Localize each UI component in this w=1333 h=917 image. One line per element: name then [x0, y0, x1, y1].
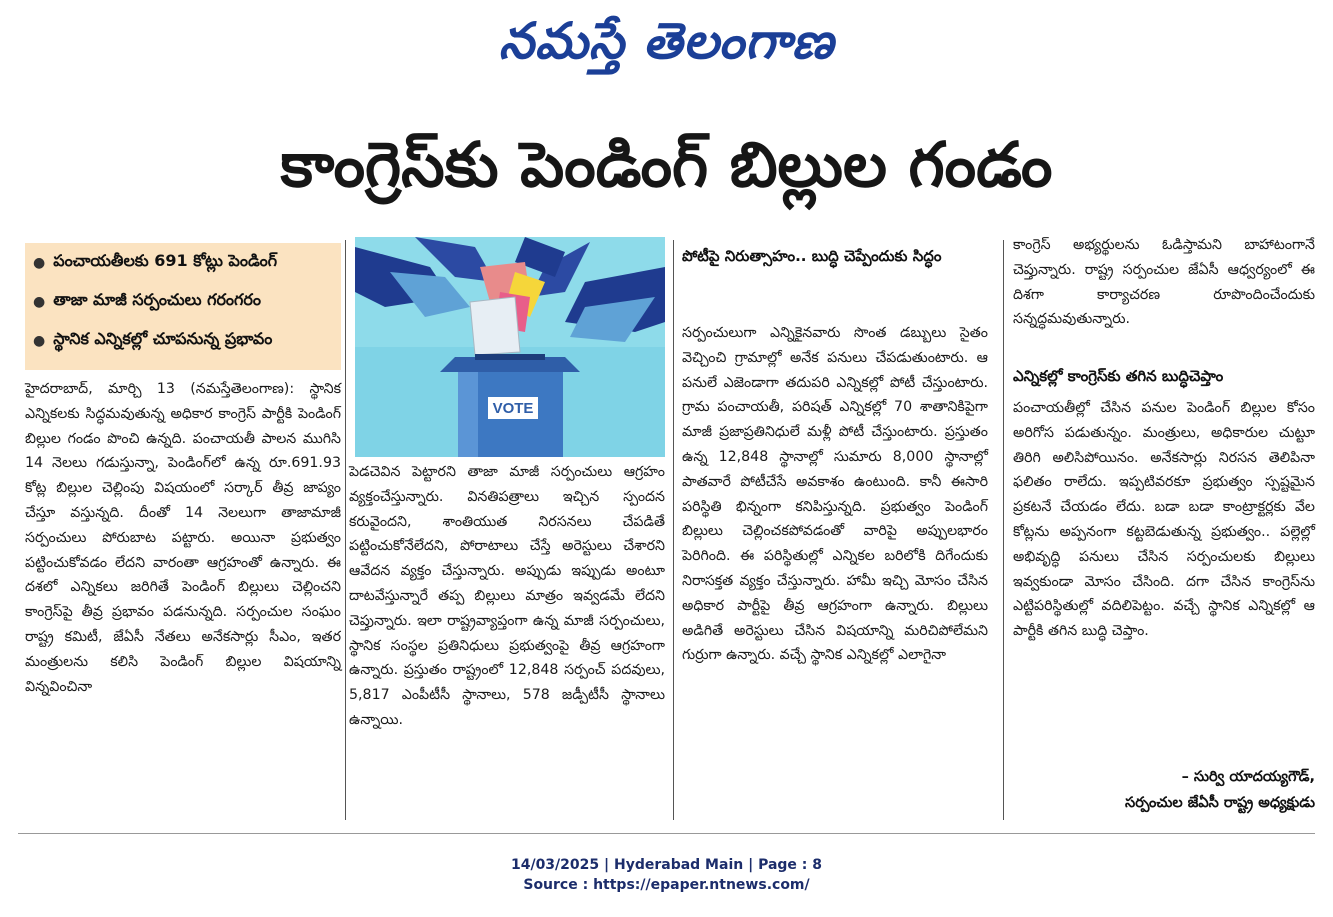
quote-paragraph: పంచాయతీల్లో చేసిన పనుల పెండింగ్ బిల్లుల కోసం అరిగోస పడుతున్నం. మంత్రులు, అధికారుల చుట్టూ తిరిగి అలిసిపోయినం. అనేకసార్లు నిరసన తెలిపినా ఫలితం రాలేదు. ఇప్పటివరకూ ప్రభుత్వం స్పష్టమైన ప్రకటనే చేయడం లేదు. బడా బడా కాంట్రాక్టర్లకు వేల కోట్లను అప్పనంగా కట్టబెడుతున్న ప్రభుత్వం.. పల్లెల్లో అభివృద్ధి పనులు చేసిన సర్పంచులకు బిల్లులు ఇవ్వకుండా మోసం చేసింది. దగా చేసిన కాంగ్రెస్‌ను ఎట్టిపరిస్థితుల్లో వదిలిపెట్టం. వచ్చే స్థానిక ఎన్నికల్లో ఆ పార్టీకి తగిన బుద్ధి చెప్తాం. — [1013, 400, 1315, 640]
vote-illustration — [355, 237, 665, 457]
bullet-icon: ● — [33, 293, 46, 310]
footer-date-page: 14/03/2025 | Hyderabad Main | Page : 8 — [510, 857, 823, 873]
highlight-item — [25, 282, 341, 321]
footer-divider — [18, 833, 1315, 834]
column-divider — [345, 240, 346, 820]
footer — [0, 855, 1333, 895]
column-4-intro: కాంగ్రెస్ అభ్యర్థులను ఓడిస్తామని బాహాటంగానే చెప్తున్నారు. రాష్ట్ర సర్పంచుల జేఏసీ ఆధ్వర్యంలో ఈ దిశగా కార్యాచరణ రూపొందించేందుకు సన్నద్ధమవుతున్నారు. — [1013, 237, 1315, 328]
headline: కాంగ్రెస్‌కు పెండింగ్ బిల్లుల గండం — [280, 128, 1053, 201]
column-divider — [673, 240, 674, 820]
bullet-icon: ● — [33, 254, 46, 271]
highlight-text: పంచాయతీలకు 691 కోట్లు పెండింగ్ — [53, 251, 278, 270]
column-4-subhead: ఎన్నికల్లో కాంగ్రెస్‌కు తగిన బుద్ధిచెప్తాం — [1013, 367, 1224, 385]
highlight-item — [25, 321, 341, 360]
signature-title: సర్పంచుల జేఏసీ రాష్ట్ర అధ్యక్షుడు — [1125, 795, 1315, 811]
masthead-logo: నమస్తే తెలంగాణ — [498, 12, 835, 70]
column-3 — [682, 321, 988, 668]
signature-name: – సుర్వి యాదయ్యగౌడ్, — [1181, 769, 1315, 785]
highlights-box — [25, 243, 341, 370]
quote-signature — [1015, 764, 1315, 816]
highlight-text: స్థానిక ఎన్నికల్లో చూపనున్న ప్రభావం — [53, 329, 273, 348]
highlight-text: తాజా మాజీ సర్పంచులు గరంగరం — [53, 290, 261, 309]
highlight-item — [25, 243, 341, 282]
footer-source: Source : https://epaper.ntnews.com/ — [523, 877, 810, 893]
column-4 — [1013, 396, 1315, 644]
bullet-icon: ● — [33, 332, 46, 349]
column-divider — [1003, 240, 1004, 820]
column-2 — [349, 460, 665, 733]
article-paragraph: పెడచెవిన పెట్టారని తాజా మాజీ సర్పంచులు ఆగ్రహం వ్యక్తంచేస్తున్నారు. వినతిపత్రాలు ఇచ్చిన స్పందన కరువైందని, శాంతియుత నిరసనలు చేపడితే పట్టించుకోనేలేదని, పోరాటాలు చేస్తే అరెస్టులు చేశారని ఆవేదన వ్యక్తం చేస్తున్నారు. అప్పుడు ఇప్పుడు అంటూ దాటవేస్తున్నారే తప్ప బిల్లులు మాత్రం ఇవ్వడమే లేదని చెప్తున్నారు. ఇలా రాష్ట్రవ్యాప్తంగా ఉన్న మాజీ సర్పంచులు, స్థానిక సంస్థల ప్రతినిధులు ప్రభుత్వంపై తీవ్ర ఆగ్రహంగా ఉన్నారు. ప్రస్తుతం రాష్ట్రంలో 12,848 సర్పంచ్ పదవులు, 5,817 ఎంపీటీసీ స్థానాలు, 578 జడ్పీటీసీ స్థానాలు ఉన్నాయి. — [349, 464, 665, 728]
column-3-subhead: పోటీపై నిరుత్సాహం.. బుద్ధి చెప్పేందుకు సిద్ధం — [682, 247, 942, 265]
vote-box-label: VOTE — [492, 400, 534, 417]
column-1 — [25, 377, 341, 699]
article-paragraph: సర్పంచులుగా ఎన్నికైనవారు సొంత డబ్బులు సైతం వెచ్చించి గ్రామాల్లో అనేక పనులు చేపడుతుంటారు. ఆ పనులే ఎజెండాగా తదుపరి ఎన్నికల్లో పోటీ చేస్తుంటారు. గ్రామ పంచాయతీ, పరిషత్ ఎన్నికల్లో 70 శాతానికిపైగా మాజీ ప్రజాప్రతినిధులే మళ్లీ పోటీ చేస్తుంటారు. ప్రస్తుతం ఉన్న 12,848 స్థానాల్లో సుమారు 8,000 స్థానాల్లో పాతవారే పోటీచేసే అవకాశం ఉంటుంది. కానీ ఈసారి పరిస్థితి భిన్నంగా కనిపిస్తున్నది. ప్రభుత్వం పెండింగ్ బిల్లులు చెల్లించకపోవడంతో వారిపై అప్పులభారం పెరిగింది. ఈ పరిస్థితుల్లో ఎన్నికల బరిలోకి దిగేందుకు నిరాసక్తత వ్యక్తం చేస్తున్నారు. హామీ ఇచ్చి మోసం చేసిన అధికార పార్టీపై తీవ్ర ఆగ్రహంగా ఉన్నారు. బిల్లులు అడిగితే అరెస్టులు చేసిన విషయాన్ని మరిచిపోలేమని గుర్రుగా ఉన్నారు. వచ్చే స్థానిక ఎన్నికల్లో ఎలాగైనా — [682, 325, 988, 664]
article-paragraph: హైదరాబాద్, మార్చి 13 (నమస్తేతెలంగాణ): స్థానిక ఎన్నికలకు సిద్ధమవుతున్న అధికార కాంగ్రెస్ పార్టీకి పెండింగ్ బిల్లుల గండం పొంచి ఉన్నది. పంచాయతీ పాలన ముగిసి 14 నెలలు గడుస్తున్నా, పెండింగ్‌లో ఉన్న రూ.691.93 కోట్ల బిల్లుల చెల్లింపు విషయంలో సర్కార్ తీవ్ర జాప్యం చేస్తూ వస్తున్నది. దీంతో 14 నెలలుగా తాజామాజీ సర్పంచులు పోరుబాట పట్టారు. అయినా ప్రభుత్వం పట్టించుకోవడం లేదని వారంతా ఆగ్రహంతో ఉన్నారు. ఈ దశలో ఎన్నికలు జరిగితే పెండింగ్ బిల్లులు చెల్లించని కాంగ్రెస్‌పై తీవ్ర ప్రభావం పడనున్నది. సర్పంచుల సంఘం రాష్ట్ర కమిటీ, జేఏసీ నేతలు అనేకసార్లు సీఎం, ఇతర మంత్రులను కలిసి పెండింగ్ బిల్లుల విషయాన్ని విన్నవించినా — [25, 381, 341, 695]
